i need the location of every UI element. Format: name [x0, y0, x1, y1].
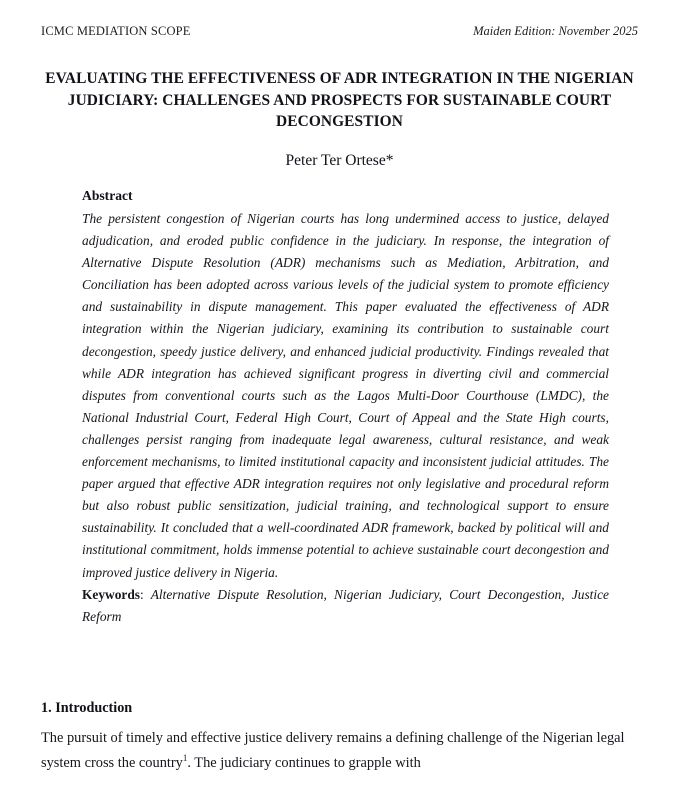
introduction-text-part-1: The pursuit of timely and effective justice delivery remains a defining challenge of the Nigerian legal system cross the country: [41, 730, 625, 771]
keywords-line: [82, 584, 609, 628]
running-head-edition: Maiden Edition: November 2025: [473, 24, 638, 38]
abstract-body-text: The persistent congestion of Nigerian courts has long undermined access to justice, delayed adjudication, and eroded public confidence in the judiciary. In response, the integration of Alternative Dispute Resolution (ADR) mechanisms such as Mediation, Arbitration, and Conciliation has been adopted across various levels of the judicial system to promote efficiency and sustainability in dispute management. This paper evaluated the effectiveness of ADR integration within the Nigerian judiciary, examining its contribution to sustainable court decongestion, speedy justice delivery, and enhanced judicial productivity. Findings revealed that while ADR integration has achieved significant progress in diverting civil and commercial disputes from conventional courts such as the Lagos Multi-Door Courthouse (LMDC), the National Industrial Court, Federal High Court, Court of Appeal and the State High courts, challenges persist ranging from inadequate legal awareness, cultural resistance, and weak enforcement mechanisms, to limited institutional capacity and inconsistent judicial attitudes. The paper argued that effective ADR integration requires not only legislative and procedural reform but also robust public sensitization, judicial training, and technological support to ensure sustainability. It concluded that a well-coordinated ADR framework, backed by political will and institutional commitment, holds immense potential to achieve sustainable court decongestion and improved justice delivery in Nigeria.: [82, 211, 609, 580]
running-head: [41, 24, 638, 42]
section-heading-introduction: 1. Introduction: [41, 700, 133, 716]
introduction-section: [41, 700, 638, 776]
abstract-section: [82, 188, 609, 628]
keywords-label: Keywords: [82, 586, 141, 602]
title-block: [41, 68, 638, 170]
introduction-paragraph: [41, 726, 638, 776]
author-name: Peter Ter Ortese*: [285, 151, 394, 169]
introduction-text-part-2: . The judiciary continues to grapple with: [187, 755, 421, 771]
keywords-colon: :: [140, 586, 144, 602]
footnote-reference-marker[interactable]: 1: [182, 753, 188, 764]
keywords-value: Alternative Dispute Resolution, Nigerian Judiciary, Court Decongestion, Justice Reform: [82, 586, 609, 624]
abstract-heading: Abstract: [82, 188, 133, 203]
running-head-journal-name: ICMC MEDIATION SCOPE: [41, 24, 191, 38]
page-title: EVALUATING THE EFFECTIVENESS OF ADR INTEGRATION IN THE NIGERIAN JUDICIARY: CHALLENGES AND PROSPECTS FOR SUSTAINABLE COURT DECONGESTION: [45, 70, 634, 130]
